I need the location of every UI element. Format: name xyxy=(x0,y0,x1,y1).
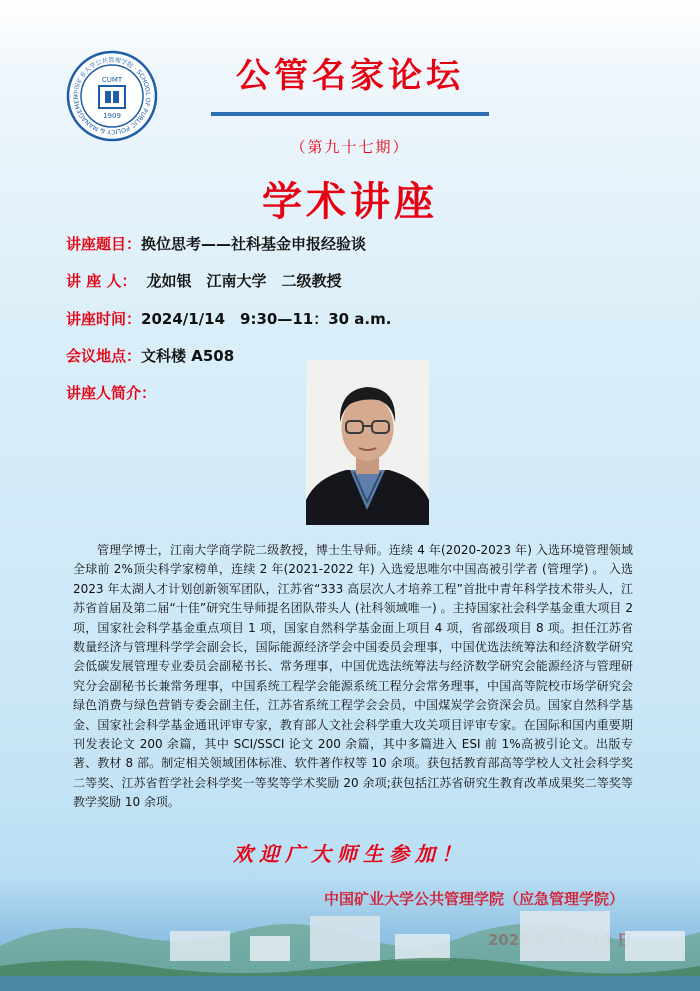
title-underline xyxy=(211,112,489,116)
welcome-message: 欢迎广大师生参加！ xyxy=(233,842,467,866)
topic-value: 换位思考——社科基金申报经验谈 xyxy=(141,235,367,253)
info-speaker xyxy=(66,270,341,291)
speaker-label: 讲 座 人： xyxy=(66,272,137,290)
svg-text:中国矿业大学公共管理学院 · SCHOOL OF PUBLI: 中国矿业大学公共管理学院 · SCHOOL OF PUBLIC POLICY & MANAGEMEN xyxy=(72,56,152,136)
speaker-bio: 管理学博士，江南大学商学院二级教授，博士生导师。连续 4 年(2020-2023 年) 入选环境管理领域全球前 2%顶尖科学家榜单，连续 2 年(2021-2022 年) 入选爱思唯尔中国高被引学者 (管理学) 。 入选 2023 年太湖人才计划创新领军团队，江苏省“333 高层次人才培养工程”首批中青年科学技术带头人，江苏省首届及第二届“十佳”研究生导师提名团队带头人 (社科领域唯一) 。主持国家社会科学基金重大项目 2 项，国家社会科学基金重点项目 1 项，国家自然科学基金面上项目 4 项，省部级项目 8 项。担任江苏省数量经济与管理科学学会副会长，国际能源经济学会中国委员会理事，中国优选法统筹法和经济数学研究会低碳发展管理专业委员会副秘书长、常务理事，中国优选法统筹法与经济数学研究会能源经济与管理研究分会副秘书长兼常务理事，中国系统工程学会能源系统工程分会常务理事，中国高等院校市场学研究会绿色消费与绿色营销专委会副主任，江苏省系统工程学会会员，中国煤炭学会资深会员。国家自然科学基金、国家社会科学基金通讯评审专家，教育部人文社会科学重大攻关项目评审专家。在国际和国内重要期刊发表论文 200 余篇，其中 SCI/SSCI 论文 200 余篇，其中多篇进入 ESI 前 1%高被引论文。出版专著、教材 8 部。制定相关领域团体标准、软件著作权等 10 余项。获包括教育部高等学校人文社会科学奖二等奖、江苏省哲学社会科学奖一等奖等学术奖励 20 余项;获包括江苏省研究生教育改革成果奖二等奖等教学奖励 10 余项。 xyxy=(73,543,633,810)
topic-label: 讲座题目： xyxy=(66,235,142,253)
time-value: 2024/1/14 9:30—11：30 a.m. xyxy=(141,310,392,328)
svg-text:1909: 1909 xyxy=(103,112,121,120)
page-subtitle: 学术讲座 xyxy=(262,179,438,225)
campus-illustration xyxy=(0,876,700,991)
svg-text:CUMT: CUMT xyxy=(101,76,123,84)
speaker-photo xyxy=(306,360,429,525)
info-venue xyxy=(66,345,234,366)
venue-label: 会议地点： xyxy=(66,347,142,365)
bio-label: 讲座人简介： xyxy=(66,384,157,402)
venue-value: 文科楼 A508 xyxy=(141,347,235,365)
info-topic xyxy=(66,233,366,254)
info-time xyxy=(66,308,391,329)
time-label: 讲座时间： xyxy=(66,310,142,328)
forum-title: 公管名家论坛 xyxy=(236,56,464,96)
info-bio-heading xyxy=(66,382,156,403)
issue-number: （第九十七期） xyxy=(290,138,410,156)
speaker-value: 龙如银 江南大学 二级教授 xyxy=(146,272,342,290)
